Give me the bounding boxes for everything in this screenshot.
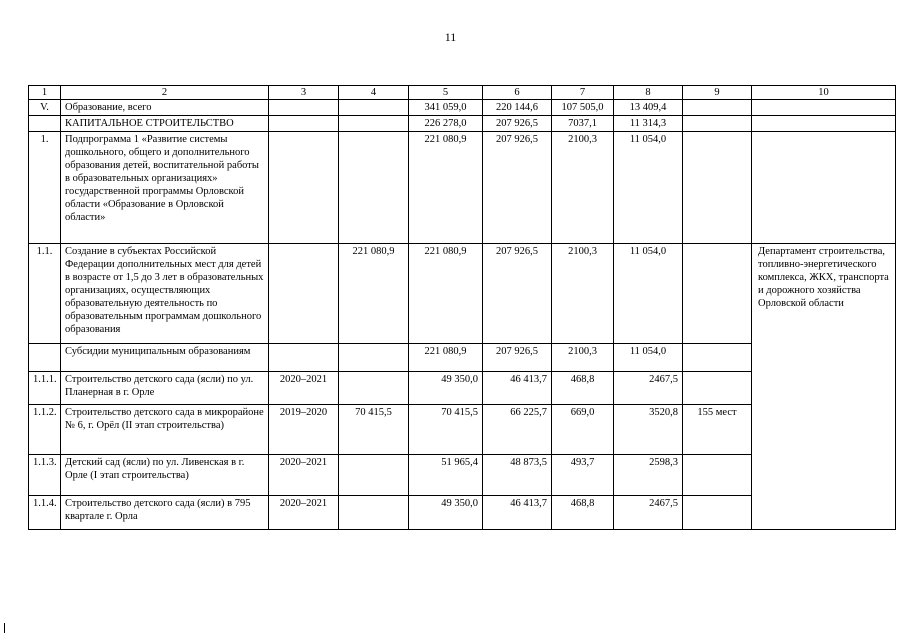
responsible-department: Департамент строительства, топливно-энергетического комплекса, ЖКХ, транспорта и дорожного хозяйства Орловской области <box>752 244 896 530</box>
row-name: Подпрограмма 1 «Развитие системы дошкольного, общего и дополнительного образования детей, воспитательной работы в образовательных организациях» государственной программы Орловской области «Образование в Орловской области» <box>61 132 269 244</box>
row-c7: 2100,3 <box>552 244 614 344</box>
table-row <box>29 132 896 244</box>
row-c7: 2100,3 <box>552 132 614 244</box>
row-c5: 70 415,5 <box>409 405 483 455</box>
row-name: Образование, всего <box>61 100 269 116</box>
row-c9 <box>683 455 752 496</box>
row-name: КАПИТАЛЬНОЕ СТРОИТЕЛЬСТВО <box>61 116 269 132</box>
row-number: 1.1. <box>29 244 61 344</box>
row-c6: 207 926,5 <box>483 244 552 344</box>
row-c9 <box>683 372 752 405</box>
row-c4 <box>339 116 409 132</box>
row-c8: 11 054,0 <box>614 132 683 244</box>
row-number: 1. <box>29 132 61 244</box>
row-number: 1.1.2. <box>29 405 61 455</box>
row-c9 <box>683 132 752 244</box>
row-c5: 49 350,0 <box>409 372 483 405</box>
row-c6: 220 144,6 <box>483 100 552 116</box>
row-years <box>269 344 339 372</box>
row-years <box>269 132 339 244</box>
col-header: 1 <box>29 86 61 100</box>
col-header: 7 <box>552 86 614 100</box>
row-c6: 207 926,5 <box>483 116 552 132</box>
row-c9 <box>683 100 752 116</box>
row-c9: 155 мест <box>683 405 752 455</box>
header-row <box>29 86 896 100</box>
row-number: 1.1.1. <box>29 372 61 405</box>
row-c5: 51 965,4 <box>409 455 483 496</box>
row-c10 <box>752 116 896 132</box>
row-c4 <box>339 372 409 405</box>
row-c4: 221 080,9 <box>339 244 409 344</box>
row-name: Создание в субъектах Российской Федерации дополнительных мест для детей в возрасте от 1,5 до 3 лет в образовательных организациях, осуществляющих образовательную деятельность по образовательным программам дошкольного образования <box>61 244 269 344</box>
row-number: V. <box>29 100 61 116</box>
row-number <box>29 344 61 372</box>
col-header: 10 <box>752 86 896 100</box>
row-c8: 2598,3 <box>614 455 683 496</box>
row-c6: 207 926,5 <box>483 132 552 244</box>
row-c4 <box>339 100 409 116</box>
row-c7: 468,8 <box>552 372 614 405</box>
table-row <box>29 116 896 132</box>
row-c4 <box>339 132 409 244</box>
row-c9 <box>683 116 752 132</box>
row-c5: 226 278,0 <box>409 116 483 132</box>
row-name: Строительство детского сада (ясли) в 795 квартале г. Орла <box>61 496 269 530</box>
row-c5: 341 059,0 <box>409 100 483 116</box>
col-header: 8 <box>614 86 683 100</box>
row-years <box>269 100 339 116</box>
col-header: 6 <box>483 86 552 100</box>
row-c7: 493,7 <box>552 455 614 496</box>
row-c7: 107 505,0 <box>552 100 614 116</box>
row-c5: 49 350,0 <box>409 496 483 530</box>
row-c10 <box>752 100 896 116</box>
row-years <box>269 244 339 344</box>
row-name: Строительство детского сада в микрорайоне № 6, г. Орёл (II этап строительства) <box>61 405 269 455</box>
row-c4: 70 415,5 <box>339 405 409 455</box>
margin-mark <box>4 623 5 633</box>
row-c9 <box>683 496 752 530</box>
row-c9 <box>683 244 752 344</box>
row-c4 <box>339 496 409 530</box>
row-c6: 207 926,5 <box>483 344 552 372</box>
row-c8: 3520,8 <box>614 405 683 455</box>
col-header: 3 <box>269 86 339 100</box>
row-c8: 11 054,0 <box>614 344 683 372</box>
row-c7: 468,8 <box>552 496 614 530</box>
row-years: 2020–2021 <box>269 455 339 496</box>
table-row <box>29 100 896 116</box>
row-c7: 2100,3 <box>552 344 614 372</box>
table-row <box>29 244 896 344</box>
row-name: Субсидии муниципальным образованиям <box>61 344 269 372</box>
row-c8: 11 314,3 <box>614 116 683 132</box>
row-years: 2019–2020 <box>269 405 339 455</box>
row-years: 2020–2021 <box>269 496 339 530</box>
row-c6: 46 413,7 <box>483 496 552 530</box>
row-years: 2020–2021 <box>269 372 339 405</box>
row-c10 <box>752 132 896 244</box>
col-header: 4 <box>339 86 409 100</box>
row-name: Строительство детского сада (ясли) по ул. Планерная в г. Орле <box>61 372 269 405</box>
row-c6: 66 225,7 <box>483 405 552 455</box>
row-c6: 48 873,5 <box>483 455 552 496</box>
row-c7: 7037,1 <box>552 116 614 132</box>
row-c4 <box>339 344 409 372</box>
col-header: 2 <box>61 86 269 100</box>
col-header: 9 <box>683 86 752 100</box>
row-c5: 221 080,9 <box>409 344 483 372</box>
budget-table <box>28 85 896 530</box>
row-c5: 221 080,9 <box>409 132 483 244</box>
row-c4 <box>339 455 409 496</box>
page-number: 11 <box>444 30 457 44</box>
row-c8: 13 409,4 <box>614 100 683 116</box>
row-c6: 46 413,7 <box>483 372 552 405</box>
row-c8: 11 054,0 <box>614 244 683 344</box>
row-years <box>269 116 339 132</box>
row-c5: 221 080,9 <box>409 244 483 344</box>
col-header: 5 <box>409 86 483 100</box>
row-c7: 669,0 <box>552 405 614 455</box>
row-number: 1.1.4. <box>29 496 61 530</box>
row-c8: 2467,5 <box>614 496 683 530</box>
row-name: Детский сад (ясли) по ул. Ливенская в г. Орле (I этап строительства) <box>61 455 269 496</box>
row-c9 <box>683 344 752 372</box>
row-number <box>29 116 61 132</box>
row-number: 1.1.3. <box>29 455 61 496</box>
row-c8: 2467,5 <box>614 372 683 405</box>
